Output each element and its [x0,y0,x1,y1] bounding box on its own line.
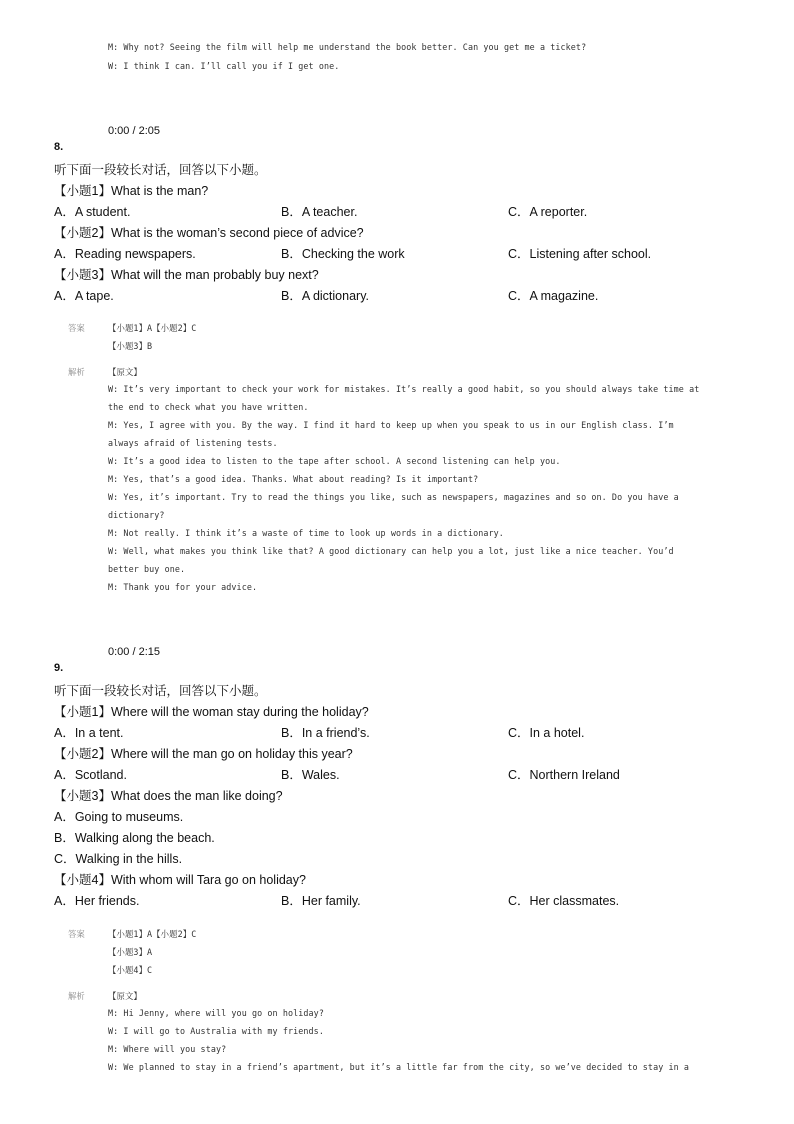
option-b: B．A dictionary. [281,289,370,303]
option-c: C．Listening after school. [508,247,652,261]
question-number: 8. [54,141,64,153]
option-a: A．In a tent. [54,726,124,740]
option-b: B．Her family. [281,894,361,908]
option-c: C．Northern Ireland [508,768,620,782]
audio-time[interactable]: 0:00 / 2:15 [108,646,160,658]
analysis-line: W: Yes, it’s important. Try to read the things you like, such as newspapers, magazines and so on. Do you have a [108,492,679,502]
analysis-line: W: We planned to stay in a friend’s apartment, but it’s a little far from the city, so we’ve decided to stay in a [108,1062,690,1072]
analysis-line: W: It’s a good idea to listen to the tape after school. A second listening can help you. [108,456,561,466]
option-a: A．Scotland. [54,768,127,782]
question-number: 9. [54,662,64,674]
sub-question: 【小题2】Where will the man go on holiday this year? [54,747,353,761]
analysis-line: always afraid of listening tests. [108,438,278,448]
analysis-line: 【原文】 [108,367,142,377]
option-b: B．Walking along the beach. [54,831,215,845]
analysis-line: M: Where will you stay? [108,1044,227,1054]
answer-label: 答案 [68,929,85,939]
question-instruction: 听下面一段较长对话，回答以下小题。 [54,163,267,177]
analysis-line: dictionary? [108,510,165,520]
answer-line: 【小题3】A [108,947,153,957]
sub-question: 【小题3】What does the man like doing? [54,789,283,803]
analysis-line: M: Thank you for your advice. [108,582,258,592]
analysis-line: better buy one. [108,564,186,574]
option-a: A．Her friends. [54,894,140,908]
analysis-line: M: Yes, I agree with you. By the way. I find it hard to keep up when you speak to us in our English class. I’m [108,420,674,430]
option-c: C．In a hotel. [508,726,585,740]
option-a: A．Going to museums. [54,810,184,824]
answer-line: 【小题1】A【小题2】C [108,323,197,333]
audio-time[interactable]: 0:00 / 2:05 [108,125,160,137]
option-c: C．A magazine. [508,289,599,303]
analysis-line: M: Hi Jenny, where will you go on holiday? [108,1008,324,1018]
sub-question: 【小题1】What is the man? [54,184,209,198]
analysis-line: M: Yes, that’s a good idea. Thanks. What about reading? Is it important? [108,474,479,484]
question-instruction: 听下面一段较长对话，回答以下小题。 [54,684,267,698]
option-c: C．A reporter. [508,205,588,219]
analysis-line: W: Well, what makes you think like that? A good dictionary can help you a lot, just like a nice teacher. You’d [108,546,674,556]
option-a: A．Reading newspapers. [54,247,196,261]
option-a: A．A student. [54,205,131,219]
option-b: B．In a friend’s. [281,726,370,740]
answer-line: 【小题3】B [108,341,153,351]
answer-label: 答案 [68,323,85,333]
analysis-label: 解析 [68,991,85,1001]
sub-question: 【小题4】With whom will Tara go on holiday? [54,873,306,887]
answer-line: 【小题4】C [108,965,153,975]
sub-question: 【小题3】What will the man probably buy next? [54,268,319,282]
option-c: C．Walking in the hills. [54,852,183,866]
analysis-line: the end to check what you have written. [108,402,309,412]
option-a: A．A tape. [54,289,114,303]
option-b: B．Checking the work [281,247,405,261]
option-b: B．A teacher. [281,205,358,219]
sub-question: 【小题2】What is the woman’s second piece of advice? [54,226,364,240]
analysis-line: W: It’s very important to check your work for mistakes. It’s really a good habit, so you should always take time at [108,384,700,394]
answer-line: 【小题1】A【小题2】C [108,929,197,939]
transcript-line: M: Why not? Seeing the film will help me understand the book better. Can you get me a ticket? [108,42,587,52]
option-b: B．Wales. [281,768,340,782]
transcript-line: W: I think I can. I’ll call you if I get one. [108,61,340,71]
option-c: C．Her classmates. [508,894,620,908]
analysis-line: W: I will go to Australia with my friends. [108,1026,324,1036]
sub-question: 【小题1】Where will the woman stay during the holiday? [54,705,369,719]
analysis-label: 解析 [68,367,85,377]
analysis-line: 【原文】 [108,991,142,1001]
analysis-line: M: Not really. I think it’s a waste of time to look up words in a dictionary. [108,528,504,538]
